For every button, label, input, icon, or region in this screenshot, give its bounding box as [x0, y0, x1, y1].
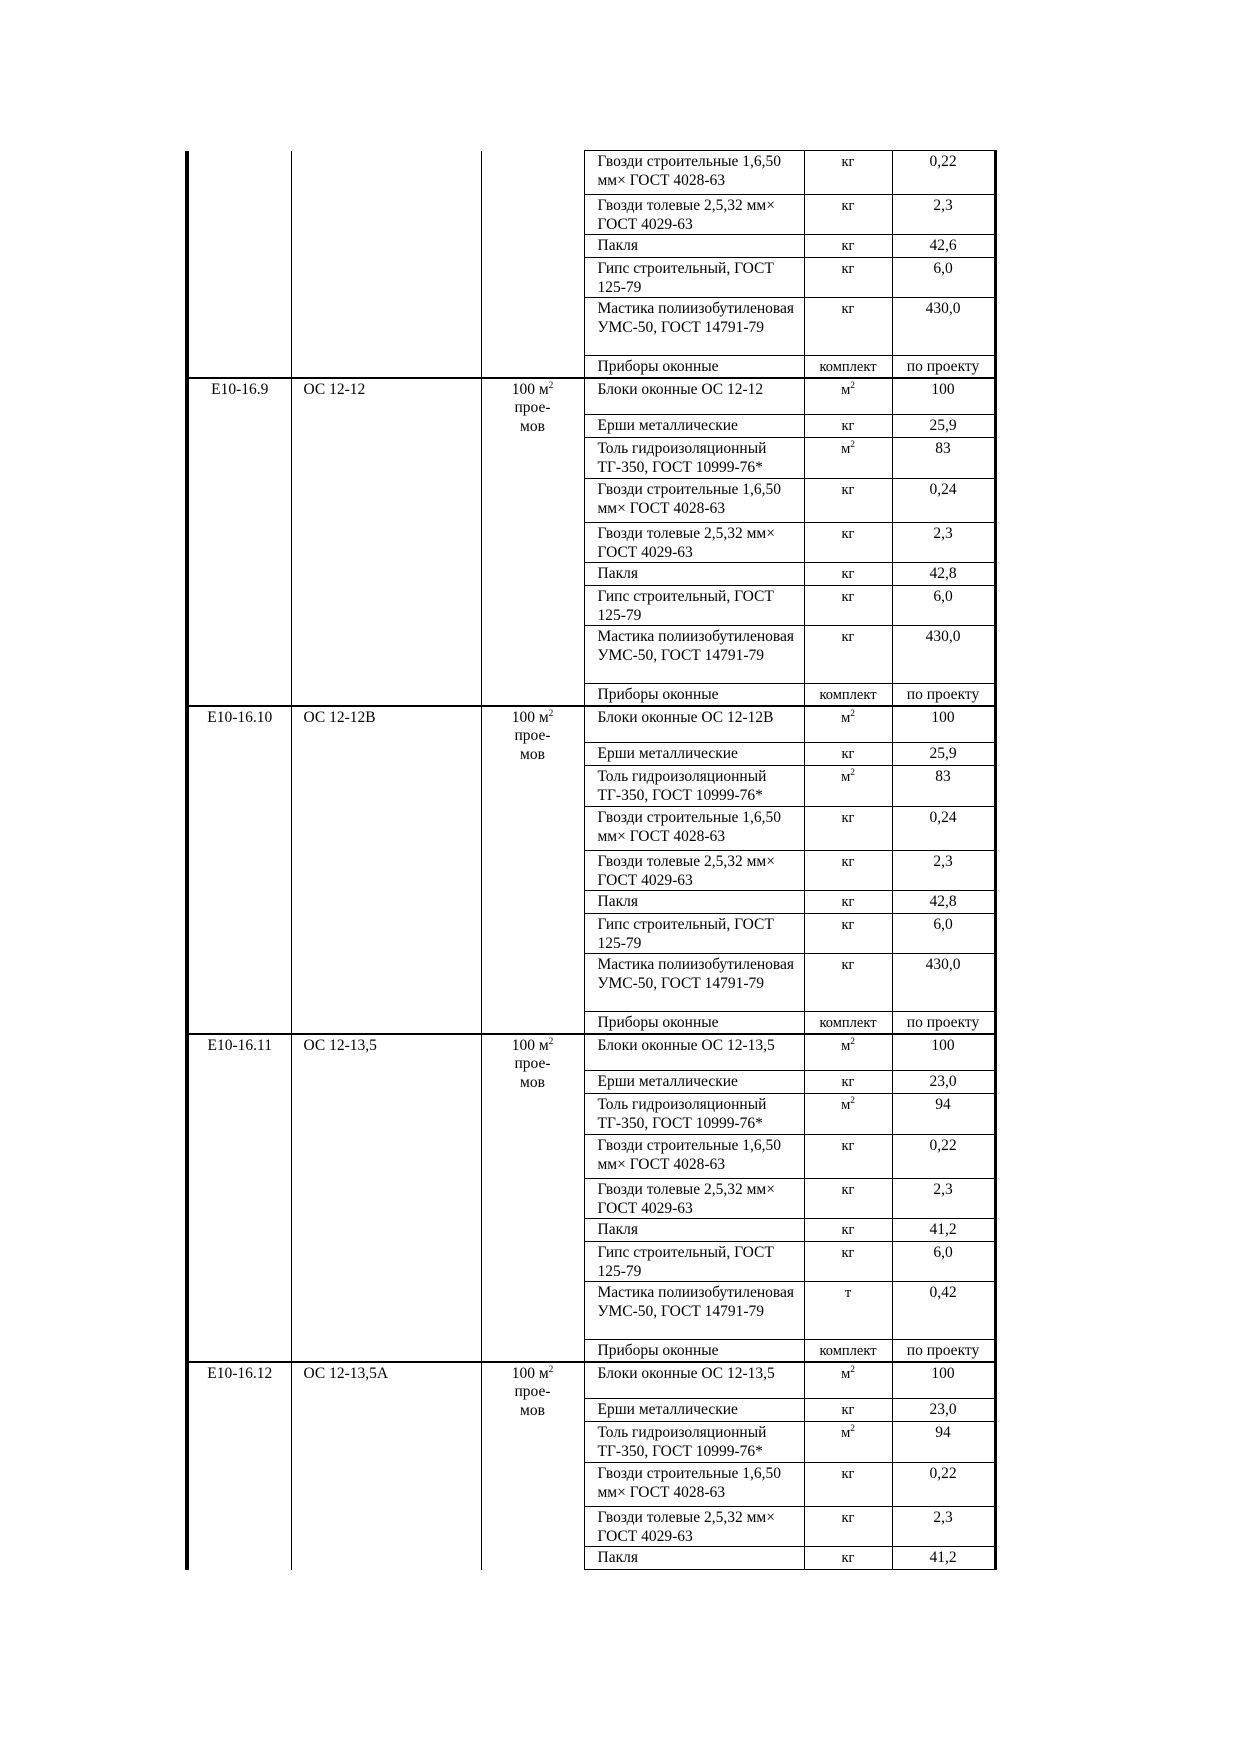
material-unit: кг — [841, 810, 855, 826]
material-name: Блоки оконные ОС 12-13,5 — [584, 1034, 804, 1071]
measure-unit-suffix: прое-мов — [514, 1383, 551, 1419]
material-name: Мастика полиизобутиленовая УМС-50, ГОСТ 14791-79 — [584, 1282, 804, 1340]
material-name: Приборы оконные — [584, 1012, 804, 1034]
material-unit: кг — [841, 589, 855, 605]
material-unit-exponent: 2 — [850, 767, 855, 777]
material-name: Мастика полиизобутиленовая УМС-50, ГОСТ 14791-79 — [584, 298, 804, 356]
table-row — [187, 1034, 995, 1071]
material-quantity: 430,0 — [892, 954, 995, 1012]
material-quantity: 25,9 — [892, 743, 995, 766]
material-unit-cell — [804, 438, 892, 479]
material-name: Пакля — [584, 1547, 804, 1570]
material-unit-cell — [804, 1219, 892, 1242]
material-unit: комплект — [819, 359, 877, 375]
material-quantity: 100 — [892, 1362, 995, 1399]
material-unit-cell — [804, 356, 892, 378]
material-unit: кг — [841, 746, 855, 762]
material-name: Приборы оконные — [584, 356, 804, 378]
material-unit: м — [841, 1425, 851, 1441]
material-unit-cell — [804, 415, 892, 438]
material-name: Толь гидроизоляционный ТГ-350, ГОСТ 10999-76* — [584, 1422, 804, 1463]
material-unit-cell — [804, 1547, 892, 1570]
measure-unit-suffix: прое-мов — [514, 727, 551, 763]
material-unit-cell — [804, 1399, 892, 1422]
table-row — [187, 706, 995, 743]
material-quantity: 0,24 — [892, 807, 995, 851]
measure-unit: 100 м — [511, 380, 549, 398]
material-quantity: 94 — [892, 1422, 995, 1463]
material-unit-cell — [804, 378, 892, 415]
norm-code: Е10-16.11 — [207, 1036, 272, 1054]
material-unit: кг — [841, 238, 855, 254]
material-quantity: 83 — [892, 438, 995, 479]
material-name: Пакля — [584, 891, 804, 914]
material-quantity: 100 — [892, 378, 995, 415]
material-unit-cell — [804, 706, 892, 743]
material-unit-cell — [804, 151, 892, 195]
material-unit-cell — [804, 298, 892, 356]
material-name: Блоки оконные ОС 12-13,5 — [584, 1362, 804, 1399]
material-unit-cell — [804, 1179, 892, 1219]
norm-code-cell — [187, 1362, 291, 1570]
material-unit-cell — [804, 195, 892, 235]
material-quantity: 2,3 — [892, 523, 995, 563]
material-unit-cell — [804, 563, 892, 586]
material-unit-cell — [804, 1362, 892, 1399]
material-unit: м — [841, 381, 851, 398]
material-quantity: 6,0 — [892, 258, 995, 298]
measure-unit-suffix: прое-мов — [514, 399, 551, 435]
material-name: Гвозди толевые 2,5,32 мм× ГОСТ 4029-63 — [584, 851, 804, 891]
material-name: Блоки оконные ОС 12-12В — [584, 706, 804, 743]
material-unit-cell — [804, 235, 892, 258]
material-unit: комплект — [819, 1015, 877, 1031]
material-quantity: 6,0 — [892, 586, 995, 626]
material-quantity: 42,8 — [892, 891, 995, 914]
material-quantity: по проекту — [892, 1340, 995, 1362]
material-unit: кг — [841, 894, 855, 910]
material-unit: м — [841, 769, 851, 785]
block-name: ОС 12-12В — [303, 708, 376, 726]
material-name: Гипс строительный, ГОСТ 125-79 — [584, 1242, 804, 1282]
material-unit-cell — [804, 479, 892, 523]
material-name: Ерши металлические — [584, 743, 804, 766]
material-name: Пакля — [584, 563, 804, 586]
material-quantity: 83 — [892, 766, 995, 807]
measure-unit: 100 м — [511, 708, 549, 726]
material-unit: кг — [841, 1510, 855, 1526]
material-unit: кг — [841, 1550, 855, 1566]
measure-unit-cell — [481, 1362, 584, 1570]
material-quantity: 0,22 — [892, 1135, 995, 1179]
material-name: Гвозди толевые 2,5,32 мм× ГОСТ 4029-63 — [584, 1507, 804, 1547]
material-unit-cell — [804, 1422, 892, 1463]
material-unit-cell — [804, 766, 892, 807]
material-quantity: 2,3 — [892, 195, 995, 235]
measure-unit-cell — [481, 706, 584, 1034]
table-row — [187, 151, 995, 195]
material-name: Ерши металлические — [584, 415, 804, 438]
material-name: Ерши металлические — [584, 1399, 804, 1422]
material-name: Гвозди строительные 1,6,50 мм× ГОСТ 4028-63 — [584, 1135, 804, 1179]
material-unit-cell — [804, 1282, 892, 1340]
material-quantity: 2,3 — [892, 851, 995, 891]
material-unit: м — [841, 441, 851, 457]
material-unit: кг — [841, 154, 855, 170]
material-unit-exponent: 2 — [850, 707, 855, 718]
material-unit: м — [841, 1037, 851, 1054]
material-name: Гвозди толевые 2,5,32 мм× ГОСТ 4029-63 — [584, 195, 804, 235]
material-unit-cell — [804, 1012, 892, 1034]
material-unit: комплект — [819, 1343, 877, 1359]
material-unit-cell — [804, 1463, 892, 1507]
material-name: Толь гидроизоляционный ТГ-350, ГОСТ 10999-76* — [584, 766, 804, 807]
measure-unit-cell — [481, 151, 584, 378]
material-unit: кг — [841, 1074, 855, 1090]
block-name-cell — [291, 151, 481, 378]
measure-unit-cell — [481, 378, 584, 706]
material-quantity: 41,2 — [892, 1219, 995, 1242]
material-quantity: 41,2 — [892, 1547, 995, 1570]
material-name: Гипс строительный, ГОСТ 125-79 — [584, 258, 804, 298]
block-name-cell — [291, 1034, 481, 1362]
material-unit-cell — [804, 258, 892, 298]
norm-code-cell — [187, 1034, 291, 1362]
norm-code-cell — [187, 378, 291, 706]
material-unit-cell — [804, 954, 892, 1012]
material-quantity: 94 — [892, 1094, 995, 1135]
material-quantity: 42,8 — [892, 563, 995, 586]
material-unit: комплект — [819, 687, 877, 703]
material-name: Толь гидроизоляционный ТГ-350, ГОСТ 10999-76* — [584, 1094, 804, 1135]
material-quantity: 6,0 — [892, 914, 995, 954]
material-name: Блоки оконные ОС 12-12 — [584, 378, 804, 415]
material-quantity: 6,0 — [892, 1242, 995, 1282]
material-unit-exponent: 2 — [850, 1095, 855, 1105]
material-name: Приборы оконные — [584, 1340, 804, 1362]
material-unit: кг — [841, 854, 855, 870]
material-quantity: по проекту — [892, 356, 995, 378]
material-quantity: по проекту — [892, 684, 995, 706]
material-unit-cell — [804, 1071, 892, 1094]
material-unit: м — [841, 1097, 851, 1113]
material-unit: кг — [841, 1182, 855, 1198]
material-unit-cell — [804, 1034, 892, 1071]
norm-code: Е10-16.9 — [211, 380, 269, 398]
material-unit-cell — [804, 807, 892, 851]
material-unit-exponent: 2 — [850, 1423, 855, 1433]
material-unit-cell — [804, 1135, 892, 1179]
material-name: Мастика полиизобутиленовая УМС-50, ГОСТ 14791-79 — [584, 626, 804, 684]
material-unit: кг — [841, 917, 855, 933]
material-name: Толь гидроизоляционный ТГ-350, ГОСТ 10999-76* — [584, 438, 804, 479]
material-quantity: 23,0 — [892, 1399, 995, 1422]
norm-code-cell — [187, 151, 291, 378]
material-unit-cell — [804, 914, 892, 954]
material-unit: м — [841, 1365, 851, 1382]
material-unit: кг — [841, 1222, 855, 1238]
material-unit-cell — [804, 851, 892, 891]
material-unit-exponent: 2 — [850, 1363, 855, 1374]
material-name: Гвозди толевые 2,5,32 мм× ГОСТ 4029-63 — [584, 1179, 804, 1219]
material-name: Мастика полиизобутиленовая УМС-50, ГОСТ 14791-79 — [584, 954, 804, 1012]
material-quantity: 100 — [892, 706, 995, 743]
material-unit-cell — [804, 626, 892, 684]
measure-unit-exponent: 2 — [548, 707, 554, 718]
material-quantity: 2,3 — [892, 1507, 995, 1547]
material-quantity: 430,0 — [892, 298, 995, 356]
material-quantity: 25,9 — [892, 415, 995, 438]
material-quantity: 100 — [892, 1034, 995, 1071]
material-unit: кг — [841, 418, 855, 434]
material-unit: кг — [841, 198, 855, 214]
block-name-cell — [291, 1362, 481, 1570]
material-quantity: 430,0 — [892, 626, 995, 684]
material-name: Гвозди толевые 2,5,32 мм× ГОСТ 4029-63 — [584, 523, 804, 563]
material-quantity: 0,22 — [892, 1463, 995, 1507]
material-unit-cell — [804, 1094, 892, 1135]
material-quantity: 2,3 — [892, 1179, 995, 1219]
material-unit: кг — [841, 526, 855, 542]
measure-unit-suffix: прое-мов — [514, 1055, 551, 1091]
material-name: Гипс строительный, ГОСТ 125-79 — [584, 914, 804, 954]
material-unit-exponent: 2 — [850, 1035, 855, 1046]
material-unit-cell — [804, 1340, 892, 1362]
norm-code-cell — [187, 706, 291, 1034]
measure-unit-cell — [481, 1034, 584, 1362]
material-unit-cell — [804, 586, 892, 626]
measure-unit-exponent: 2 — [548, 1363, 554, 1374]
material-unit: кг — [841, 1402, 855, 1418]
measure-unit-exponent: 2 — [548, 379, 554, 390]
material-unit-exponent: 2 — [850, 439, 855, 449]
material-name: Ерши металлические — [584, 1071, 804, 1094]
measure-unit-exponent: 2 — [548, 1035, 554, 1046]
table-row — [187, 1362, 995, 1399]
material-unit: кг — [841, 261, 855, 277]
measure-unit: 100 м — [511, 1364, 549, 1382]
material-unit: кг — [841, 1138, 855, 1154]
table-row — [187, 378, 995, 415]
material-unit-cell — [804, 523, 892, 563]
material-unit: кг — [841, 301, 855, 317]
material-unit: кг — [841, 1245, 855, 1261]
material-name: Гвозди строительные 1,6,50 мм× ГОСТ 4028-63 — [584, 479, 804, 523]
material-quantity: 0,42 — [892, 1282, 995, 1340]
block-name-cell — [291, 706, 481, 1034]
material-quantity: 0,24 — [892, 479, 995, 523]
block-name: ОС 12-13,5 — [303, 1036, 377, 1054]
block-name: ОС 12-12 — [303, 380, 366, 398]
material-name: Гвозди строительные 1,6,50 мм× ГОСТ 4028-63 — [584, 151, 804, 195]
block-name: ОС 12-13,5А — [303, 1364, 389, 1382]
norm-code: Е10-16.10 — [207, 708, 273, 726]
material-name: Гипс строительный, ГОСТ 125-79 — [584, 586, 804, 626]
material-name: Приборы оконные — [584, 684, 804, 706]
norm-code: Е10-16.12 — [207, 1364, 273, 1382]
materials-table-body — [187, 151, 995, 1570]
material-unit: кг — [841, 957, 855, 973]
material-unit: кг — [841, 482, 855, 498]
material-unit: т — [844, 1285, 852, 1301]
material-unit-exponent: 2 — [850, 379, 855, 390]
material-name: Пакля — [584, 235, 804, 258]
material-name: Гвозди строительные 1,6,50 мм× ГОСТ 4028-63 — [584, 807, 804, 851]
material-quantity: 42,6 — [892, 235, 995, 258]
material-unit: кг — [841, 629, 855, 645]
material-unit-cell — [804, 1507, 892, 1547]
materials-table — [185, 150, 997, 1570]
material-quantity: 23,0 — [892, 1071, 995, 1094]
material-quantity: 0,22 — [892, 151, 995, 195]
material-unit: м — [841, 709, 851, 726]
block-name-cell — [291, 378, 481, 706]
material-unit-cell — [804, 891, 892, 914]
material-quantity: по проекту — [892, 1012, 995, 1034]
material-unit-cell — [804, 684, 892, 706]
material-unit-cell — [804, 1242, 892, 1282]
material-unit: кг — [841, 566, 855, 582]
measure-unit: 100 м — [511, 1036, 549, 1054]
material-name: Гвозди строительные 1,6,50 мм× ГОСТ 4028-63 — [584, 1463, 804, 1507]
material-unit-cell — [804, 743, 892, 766]
material-unit: кг — [841, 1466, 855, 1482]
material-name: Пакля — [584, 1219, 804, 1242]
